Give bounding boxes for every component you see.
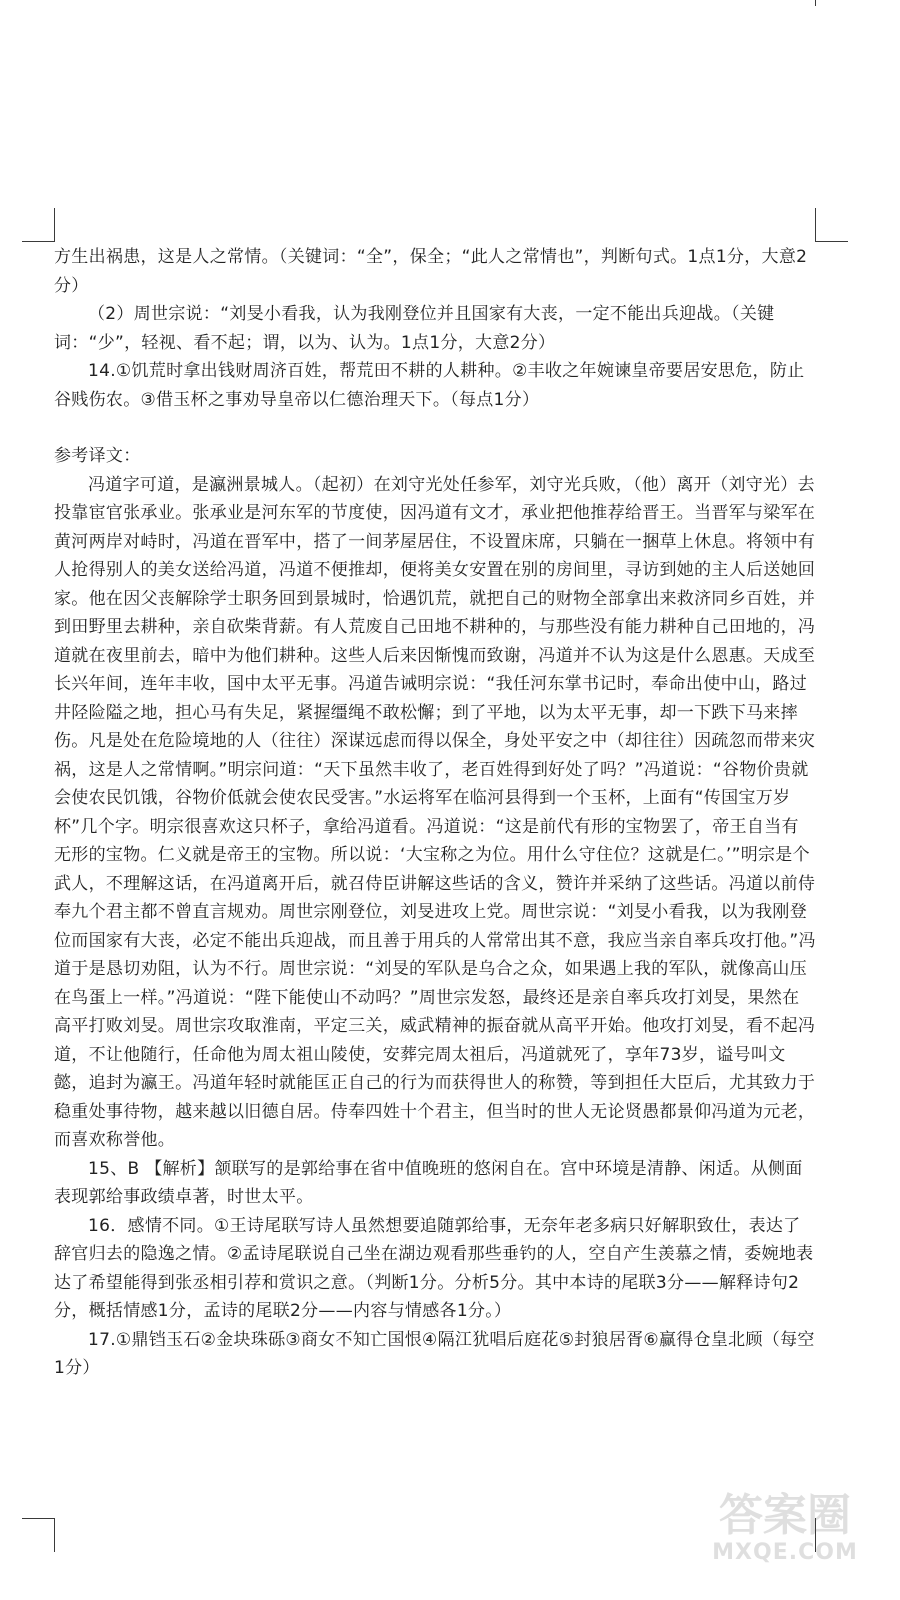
paragraph: 14.①饥荒时拿出钱财周济百姓，帮荒田不耕的人耕种。②丰收之年婉谏皇帝要居安思危，防止谷贱伤农。③借玉杯之事劝导皇帝以仁德治理天下。（每点1分） [54,361,805,410]
crop-mark-bottom-left-horizontal [22,1518,55,1519]
crop-mark-top-tick [815,0,816,6]
paragraph: 参考译文： [54,446,141,466]
paragraph: （2）周世宗说：“刘旻小看我，认为我刚登位并且国家有大丧，一定不能出兵迎战。（关键词：“少”，轻视、看不起；谓，以为、认为。1点1分，大意2分） [54,304,775,353]
crop-mark-bottom-left-vertical [54,1518,55,1552]
crop-mark-top-right-vertical [815,208,816,241]
crop-mark-top-right-horizontal [815,241,848,242]
document-body [54,243,816,1383]
paragraph: 17.①鼎铛玉石②金块珠砾③商女不知亡国恨④隔江犹唱后庭花⑤封狼居胥⑥赢得仓皇北顾（每空1分） [54,1329,815,1378]
blank-line [54,414,816,442]
crop-mark-top-left-horizontal [22,241,55,242]
paragraph: 冯道字可道，是瀛洲景城人。（起初）在刘守光处任参军，刘守光兵败，（他）离开（刘守光）去投靠宦官张承业。张承业是河东军的节度使，因冯道有文才，承业把他推荐给晋王。当晋军与梁军在黄河两岸对峙时，冯道在晋军中，搭了一间茅屋居住，不设置床席，只躺在一捆草上休息。将领中有人抢得别人的美女送给冯道，冯道不便推却，便将美女安置在别的房间里，寻访到她的主人后送她回家。他在因父丧解除学士职务回到景城时，恰遇饥荒，就把自己的财物全部拿出来救济同乡百姓，并到田野里去耕种，亲自砍柴背薪。有人荒废自己田地不耕种的，与那些没有能力耕种自己田地的，冯道就在夜里前去，暗中为他们耕种。这些人后来因惭愧而致谢，冯道并不认为这是什么恩惠。天成至长兴年间，连年丰收，国中太平无事。冯道告诫明宗说：“我任河东掌书记时，奉命出使中山，路过井陉险隘之地，担心马有失足，紧握缰绳不敢松懈；到了平地，以为太平无事，却一下跌下马来摔伤。凡是处在危险境地的人（往往）深谋远虑而得以保全，身处平安之中（却往往）因疏忽而带来灾祸，这是人之常情啊。”明宗问道：“天下虽然丰收了，老百姓得到好处了吗？”冯道说：“谷物价贵就会使农民饥饿，谷物价低就会使农民受害。”水运将军在临河县得到一个玉杯，上面有“传国宝万岁杯”几个字。明宗很喜欢这只杯子，拿给冯道看。冯道说：“这是前代有形的宝物罢了，帝王自当有无形的宝物。仁义就是帝王的宝物。所以说：‘大宝称之为位。用什么守住位？这就是仁。’”明宗是个武人，不理解这话，在冯道离开后，就召侍臣讲解这些话的含义，赞许并采纳了这些话。冯道以前侍奉九个君主都不曾直言规劝。周世宗刚登位，刘旻进攻上党。周世宗说：“刘旻小看我，以为我刚登位而国家有大丧，必定不能出兵迎战，而且善于用兵的人常常出其不意，我应当亲自率兵攻打他。”冯道于是恳切劝阻，认为不行。周世宗说：“刘旻的军队是乌合之众，如果遇上我的军队，就像高山压在鸟蛋上一样。”冯道说：“陛下能使山不动吗？”周世宗发怒，最终还是亲自率兵攻打刘旻，果然在高平打败刘旻。周世宗攻取淮南，平定三关，威武精神的振奋就从高平开始。他攻打刘旻，看不起冯道，不让他随行，任命他为周太祖山陵使，安葬完周太祖后，冯道就死了，享年73岁，谥号叫文懿，追封为瀛王。冯道年轻时就能匡正自己的行为而获得世人的称赞，等到担任大臣后，尤其致力于稳重处事待物，越来越以旧德自居。侍奉四姓十个君主，但当时的世人无论贤愚都景仰冯道为元老，而喜欢称誉他。 [54,474,816,1150]
watermark-domain: MXQE.COM [712,1540,858,1565]
paragraph: 15、B 【解析】颔联写的是郭给事在省中值晚班的悠闲自在。宫中环境是清静、闲适。从侧面表现郭给事政绩卓著，时世太平。 [54,1158,803,1207]
watermark-title: 答案圈 [719,1490,851,1541]
watermark-logo [710,1492,860,1582]
crop-mark-top-left-vertical [54,208,55,241]
paragraph: 16．感情不同。①王诗尾联写诗人虽然想要追随郭给事，无奈年老多病只好解职致仕，表达了辞官归去的隐逸之情。②孟诗尾联说自己坐在湖边观看那些垂钓的人，空自产生羡慕之情，委婉地表达了希望能得到张丞相引荐和赏识之意。（判断1分。分析5分。其中本诗的尾联3分——解释诗句2分，概括情感1分，孟诗的尾联2分——内容与情感各1分。） [54,1215,814,1321]
paragraph: 方生出祸患，这是人之常情。（关键词：“全”，保全；“此人之常情也”，判断句式。1点1分，大意2分） [54,247,808,296]
